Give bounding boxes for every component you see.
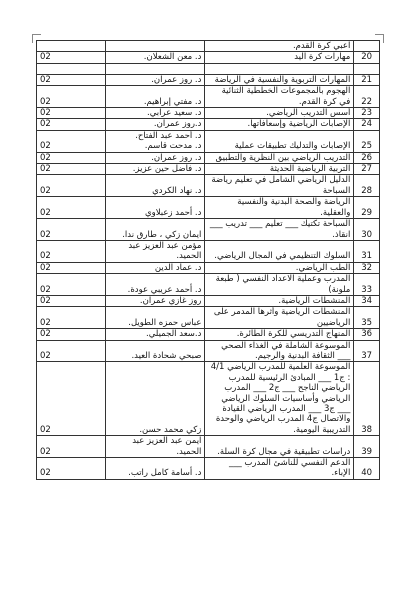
book-title: الرياضة والصحة البدنية والنفسية والعقلية. xyxy=(205,197,354,219)
book-quantity: 02 xyxy=(37,52,106,63)
row-number: 33 xyxy=(354,274,380,296)
book-author: د. أحمد زعبلاوي xyxy=(105,197,205,219)
book-title: المهارات التربوية والنفسية في الرياضة xyxy=(205,74,354,85)
row-number: 21 xyxy=(354,74,380,85)
book-author: د. نهاد الكردي xyxy=(105,175,205,197)
book-quantity: 02 xyxy=(37,262,106,273)
row-number: 39 xyxy=(354,436,380,458)
book-title: الإصابات والتدليك تطبيقات عملية xyxy=(205,130,354,152)
row-number: 23 xyxy=(354,108,380,119)
table-row xyxy=(37,52,380,63)
table-row xyxy=(37,340,380,362)
table-row xyxy=(37,274,380,296)
book-title: السلوك التنظيمي في المجال الرياضي. xyxy=(205,240,354,262)
book-author: روز غازي عمران. xyxy=(105,295,205,306)
row-number xyxy=(354,41,380,52)
book-quantity: 02 xyxy=(37,175,106,197)
book-author: د. عماد الدين xyxy=(105,262,205,273)
book-quantity: 02 xyxy=(37,164,106,175)
book-author: د. أحمد عبد الفتاح. د. مدحت قاسم. xyxy=(105,130,205,152)
table-row xyxy=(37,240,380,262)
table-row xyxy=(37,152,380,163)
row-number: 24 xyxy=(354,119,380,130)
row-number: 22 xyxy=(354,86,380,108)
book-quantity: 02 xyxy=(37,86,106,108)
table-row xyxy=(37,164,380,175)
book-quantity: 02 xyxy=(37,197,106,219)
row-number: 25 xyxy=(354,130,380,152)
row-number: 26 xyxy=(354,152,380,163)
table-row xyxy=(37,295,380,306)
book-title: المنشطات الرياضية وأثرها المدمر على الرياضيين xyxy=(205,307,354,329)
table-row xyxy=(37,329,380,340)
book-author: د. أسامة كامل راتب. xyxy=(105,458,205,480)
book-title: الطب الرياضي. xyxy=(205,262,354,273)
book-list-body xyxy=(37,41,380,480)
row-number: 28 xyxy=(354,175,380,197)
book-quantity: 02 xyxy=(37,119,106,130)
book-list-sheet xyxy=(36,40,380,588)
book-author: ايمان زكي ، طارق ندا. xyxy=(105,219,205,241)
book-quantity: 02 xyxy=(37,307,106,329)
book-author: د. روز عمران. xyxy=(105,74,205,85)
book-quantity xyxy=(37,41,106,52)
table-row xyxy=(37,130,380,152)
table-row xyxy=(37,219,380,241)
row-number: 38 xyxy=(354,362,380,436)
row-number: 20 xyxy=(354,52,380,63)
book-quantity: 02 xyxy=(37,458,106,480)
book-title: الموسوعة العلمية للمدرب الرياضي 4/1 : ج1 ___ المبادئ الرئيسية للمدرب الرياضي الناجح ___ ج2 ___ المدرب الرياضي وأساسيات السلوك الرياضي ___ ج3 ___ المدرب الرياضي القيادة والاتصال ج4 المدرب الرياضي والوحدة التدريبية اليومية. xyxy=(205,362,354,436)
book-title: المدرب وعملية الاعداد النفسي ( طبعة ملونة) xyxy=(205,274,354,296)
row-number: 32 xyxy=(354,262,380,273)
table-row xyxy=(37,197,380,219)
table-row xyxy=(37,262,380,273)
book-title: الإصابات الرياضية وإسعافاتها. xyxy=(205,119,354,130)
book-quantity: 02 xyxy=(37,362,106,436)
book-quantity: 02 xyxy=(37,108,106,119)
book-author: زكي محمد حسن. xyxy=(105,362,205,436)
row-number xyxy=(354,63,380,74)
book-author: ايمن عبد العزيز عبد الحميد. xyxy=(105,436,205,458)
table-row xyxy=(37,436,380,458)
book-author: د. سعيد عرابي. xyxy=(105,108,205,119)
book-title: السباحة تكتيك ___ تعليم ___ تدريب ___ انقاذ. xyxy=(205,219,354,241)
book-quantity xyxy=(37,63,106,74)
table-row xyxy=(37,119,380,130)
table-row xyxy=(37,74,380,85)
book-author: صبحي شحادة العيد. xyxy=(105,340,205,362)
book-author: د. أحمد عريبي عودة. xyxy=(105,274,205,296)
book-quantity: 02 xyxy=(37,436,106,458)
book-title xyxy=(205,63,354,74)
book-title: دراسات تطبيقية في مجال كرة السلة. xyxy=(205,436,354,458)
book-list-table xyxy=(36,40,380,480)
book-quantity: 02 xyxy=(37,295,106,306)
book-author xyxy=(105,63,205,74)
book-quantity: 02 xyxy=(37,152,106,163)
row-number: 30 xyxy=(354,219,380,241)
book-title: مهارات كرة اليد xyxy=(205,52,354,63)
book-author: د.سعد الجميلي. xyxy=(105,329,205,340)
book-quantity: 02 xyxy=(37,74,106,85)
table-row xyxy=(37,86,380,108)
book-title: التدريب الرياضي بين النظرية والتطبيق xyxy=(205,152,354,163)
book-title: المنشطات الرياضية. xyxy=(205,295,354,306)
row-number: 27 xyxy=(354,164,380,175)
table-row xyxy=(37,307,380,329)
row-number: 31 xyxy=(354,240,380,262)
book-title: اعبي كرة القدم. xyxy=(205,41,354,52)
book-title: الموسوعة الشاملة في الغذاء الصحي ___ الثقافة البدنية والرجيم. xyxy=(205,340,354,362)
table-row xyxy=(37,175,380,197)
table-row xyxy=(37,362,380,436)
book-title: الهجوم بالمجموعات الخططية الثنائية في كرة القدم. xyxy=(205,86,354,108)
row-number: 40 xyxy=(354,458,380,480)
book-title: الدعم النفسي للناشئ المدرب ___ الإباء. xyxy=(205,458,354,480)
book-quantity: 02 xyxy=(37,219,106,241)
book-author: عباس حمزه الطويل. xyxy=(105,307,205,329)
book-title: التربية الرياضية الحديثة xyxy=(205,164,354,175)
book-author: د. فاضل حين عزيز. xyxy=(105,164,205,175)
book-author: مؤمن عبد العزيز عبد الحميد. xyxy=(105,240,205,262)
table-row xyxy=(37,63,380,74)
book-title: المنهاج التدريسي للكرة الطائرة. xyxy=(205,329,354,340)
row-number: 29 xyxy=(354,197,380,219)
table-row xyxy=(37,108,380,119)
book-quantity: 02 xyxy=(37,130,106,152)
row-number: 37 xyxy=(354,340,380,362)
book-author: د.روز عمران. xyxy=(105,119,205,130)
book-author: د. روز عمران. xyxy=(105,152,205,163)
book-author: د. معن الشعلان. xyxy=(105,52,205,63)
book-author: د. مفتي إبراهيم. xyxy=(105,86,205,108)
book-quantity: 02 xyxy=(37,240,106,262)
row-number: 34 xyxy=(354,295,380,306)
row-number: 35 xyxy=(354,307,380,329)
book-quantity: 02 xyxy=(37,340,106,362)
book-title: أسس التدريب الرياضي. xyxy=(205,108,354,119)
table-row xyxy=(37,458,380,480)
row-number: 36 xyxy=(354,329,380,340)
book-author xyxy=(105,41,205,52)
table-row xyxy=(37,41,380,52)
book-quantity: 02 xyxy=(37,329,106,340)
book-title: الدليل الرياضي الشامل في تعليم رياضة السباحة xyxy=(205,175,354,197)
book-quantity: 02 xyxy=(37,274,106,296)
